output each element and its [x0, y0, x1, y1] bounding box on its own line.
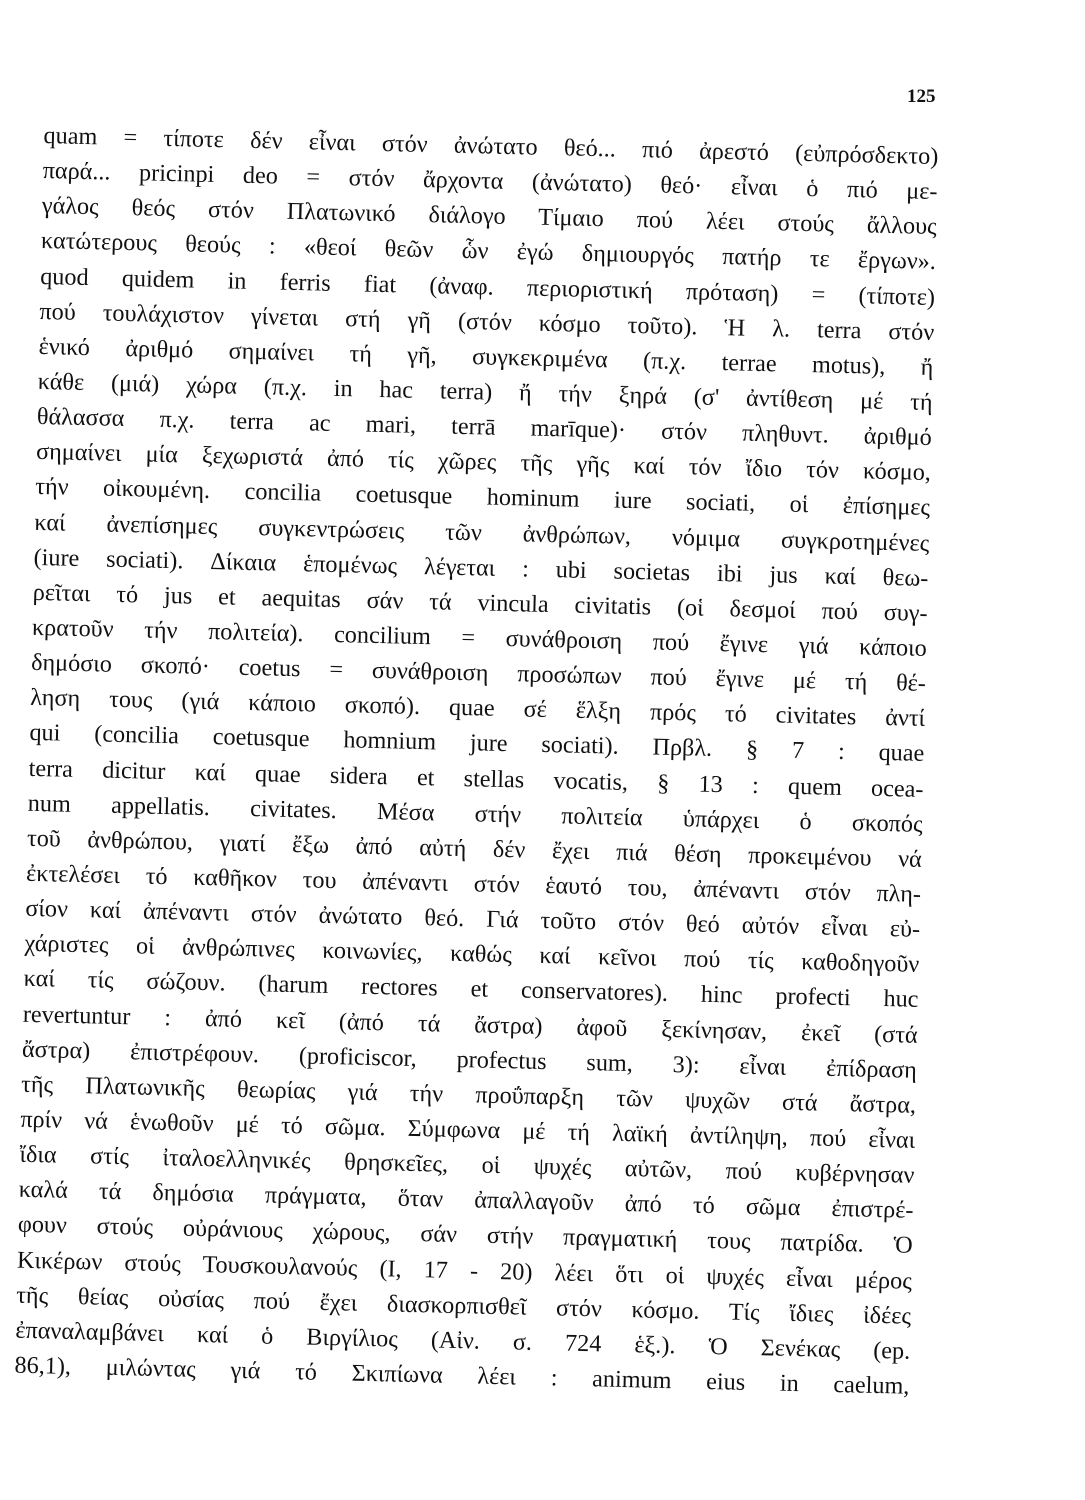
text-line: χάριστες οἱ ἀνθρώπινες κοινωνίες, καθώς καί κεῖνοι πού τίς καθοδηγοῦν: [24, 930, 920, 979]
text-line: ἄστρα) ἐπιστρέφουν. (proficiscor, profectus sum, 3): εἶναι ἐπίδραση: [21, 1035, 918, 1084]
text-line: τῆς Πλατωνικῆς θεωρίας γιά τήν προΰπαρξη τῶν ψυχῶν στά ἄστρα,: [20, 1070, 917, 1119]
text-line: σημαίνει μία ξεχωριστά ἀπό τίς χῶρες τῆς γῆς καί τόν ἴδιο τόν κόσμο,: [35, 438, 932, 487]
text-line: ρεῖται τό jus et aequitas σάν τά vincula civitatis (οἱ δεσμοί πού συγ-: [32, 578, 928, 627]
text-line: καί τίς σώζουν. (harum rectores et conservatores). hinc profecti huc: [23, 965, 919, 1014]
text-line: καί ἀνεπίσημες συγκεντρώσεις τῶν ἀνθρώπων, νόμιμα συγκροτημένες: [34, 508, 930, 557]
text-line: κρατοῦν τήν πολιτεία). concilium = συνάθροιση πού ἔγινε γιά κάποιο: [31, 613, 928, 662]
text-line: quam = τίποτε δέν εἶναι στόν ἀνώτατο θεό... πιό ἀρεστό (εὐπρόσδεκτο): [43, 121, 939, 171]
text-line: πού τουλάχιστον γίνεται στή γῆ (στόν κόσμο τοῦτο). Ἡ λ. terra στόν: [39, 297, 935, 346]
text-line: revertuntur : ἀπό κεῖ (ἀπό τά ἄστρα) ἀφοῦ ξεκίνησαν, ἐκεῖ (στά: [22, 1000, 918, 1049]
text-line: τῆς θείας οὐσίας πού ἔχει διασκορπισθεῖ στόν κόσμο. Τίς ἴδιες ἰδέες: [15, 1281, 912, 1330]
text-line: quod quidem in ferris fiat (ἀναφ. περιοριστική πρόταση) = (τίποτε): [39, 262, 936, 311]
text-line: γάλος θεός στόν Πλατωνικό διάλογο Τίμαιο πού λέει στούς ἄλλους: [41, 192, 938, 241]
text-line: πρίν νά ἑνωθοῦν μέ τό σῶμα. Σύμφωνα μέ τή λαϊκή ἀντίληψη, πού εἶναι: [20, 1105, 916, 1154]
text-line: κατώτερους θεούς : «θεοί θεῶν ὧν ἐγώ δημιουργός πατήρ τε ἔργων».: [40, 227, 937, 276]
text-line: τήν οἰκουμένη. concilia coetusque hominum iure sociati, οἱ ἐπίσημες: [34, 473, 931, 522]
text-line: Κικέρων στούς Τουσκουλανούς (I, 17 - 20) λέει ὅτι οἱ ψυχές εἶναι μέρος: [16, 1246, 913, 1295]
text-line: καλά τά δημόσια πράγματα, ὅταν ἀπαλλαγοῦν ἀπό τό σῶμα ἐπιστρέ-: [18, 1175, 914, 1225]
text-line: σίον καί ἀπέναντι στόν ἀνώτατο θεό. Γιά τοῦτο στόν θεό αὐτόν εἶναι εὐ-: [25, 894, 921, 943]
text-line: τοῦ ἀνθρώπου, γιατί ἔξω ἀπό αὐτή δέν ἔχει πιά θέση προκειμένου νά: [26, 824, 923, 873]
text-line: ἐκτελέσει τό καθῆκον του ἀπέναντι στόν ἑαυτό του, ἀπέναντι στόν πλη-: [25, 859, 922, 908]
text-line: θάλασσα π.χ. terra ac mari, terrā marīque)· στόν πληθυντ. ἀριθμό: [36, 403, 933, 452]
text-line: (iure sociati). Δίκαια ἑπομένως λέγεται : ubi societas ibi jus καί θεω-: [33, 543, 929, 592]
page-number: 125: [907, 86, 936, 107]
text-line: ἑνικό ἀριθμό σημαίνει τή γῆ, συγκεκριμένα (π.χ. terrae motus), ἤ: [38, 332, 934, 381]
text-line: num appellatis. civitates. Μέσα στήν πολιτεία ὑπάρχει ὁ σκοπός: [27, 789, 923, 838]
text-line: ληση τους (γιά κάποιο σκοπό). quae σέ ἕλξη πρός τό civitates ἀντί: [30, 684, 926, 733]
text-line: ἴδια στίς ἰταλοελληνικές θρησκεῖες, οἱ ψυχές αὐτῶν, πού κυβέρνησαν: [19, 1140, 915, 1189]
text-line: δημόσιο σκοπό· coetus = συνάθροιση προσώπων πού ἔγινε μέ τή θέ-: [30, 648, 927, 698]
text-line: ἐπαναλαμβάνει καί ὁ Βιργίλιος (Αἰν. σ. 724 ἑξ.). Ὁ Σενέκας (ep.: [15, 1316, 911, 1365]
text-line: φουν στούς οὐράνιους χώρους, σάν στήν πραγματική τους πατρίδα. Ὁ: [17, 1211, 913, 1260]
text-line: qui (concilia coetusque homnium jure sociati). Πρβλ. § 7 : quae: [29, 719, 925, 768]
text-line: terra dicitur καί quae sidera et stellas vocatis, § 13 : quem ocea-: [28, 754, 924, 803]
body-text: [14, 118, 939, 1404]
text-line: κάθε (μιά) χώρα (π.χ. in hac terra) ἤ τήν ξηρά (σ' ἀντίθεση μέ τή: [37, 367, 933, 416]
text-line: παρά... pricinpi deo = στόν ἄρχοντα (ἀνώτατο) θεό· εἶναι ὁ πιό με-: [42, 157, 938, 206]
text-line: 86,1), μιλώντας γιά τό Σκιπίωνα λέει : animum eius in caelum,: [14, 1351, 910, 1400]
